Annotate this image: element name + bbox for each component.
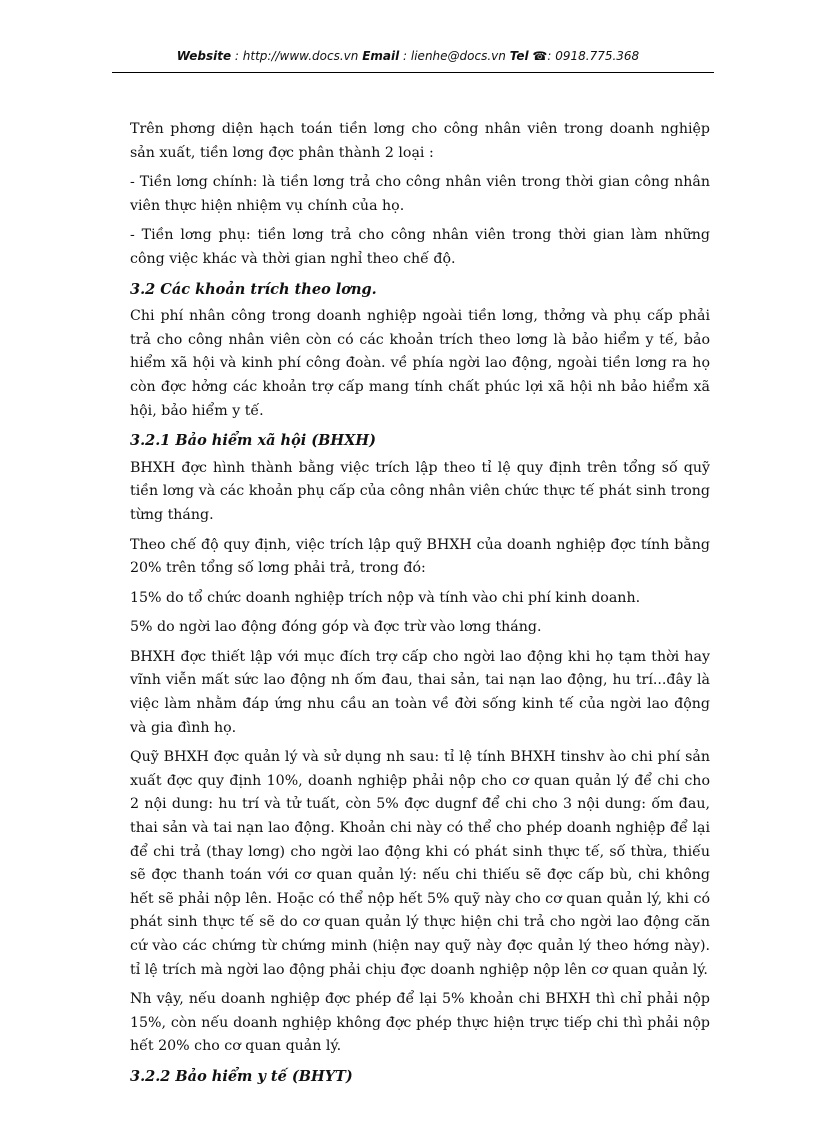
paragraph: Trên phơng diện hạch toán tiền lơng cho công nhân viên trong doanh nghiệp sản xuất, tiền lơng đợc phân thành 2 loại : — [130, 121, 710, 161]
email-value: : lienhe@docs.vn — [399, 49, 510, 63]
section-heading: 3.2.1 Bảo hiểm xã hội (BHXH) — [130, 432, 376, 450]
paragraph: BHXH đợc hình thành bằng việc trích lập theo tỉ lệ quy định trên tổng số quỹ tiền lơng và các khoản phụ cấp của công nhân viên chức thực tế phát sinh trong từng tháng. — [130, 459, 710, 523]
website-label: Website — [176, 49, 232, 63]
paragraph: - Tiền lơng chính: là tiền lơng trả cho công nhân viên trong thời gian công nhân viên thực hiện nhiệm vụ chính của họ. — [130, 174, 710, 214]
paragraph: - Tiền lơng phụ: tiền lơng trả cho công nhân viên trong thời gian làm những công việc khác và thời gian nghỉ theo chế độ. — [130, 227, 710, 267]
paragraph: Chi phí nhân công trong doanh nghiệp ngoài tiền lơng, thởng và phụ cấp phải trả cho công nhân viên còn có các khoản trích theo lơng là bảo hiểm y tế, bảo hiểm xã hội và kinh phí công đoàn. về phía ngời lao động, ngoài tiền lơng ra họ còn đợc hởng các khoản trợ cấp mang tính chất phúc lợi xã hội nh bảo hiểm xã hội, bảo hiểm y tế. — [130, 308, 710, 419]
email-label: Email — [362, 49, 400, 63]
paragraph: 15% do tổ chức doanh nghiệp trích nộp và tính vào chi phí kinh doanh. — [130, 589, 641, 606]
paragraph: BHXH đợc thiết lập với mục đích trợ cấp cho ngời lao động khi họ tạm thời hay vĩnh viễn mất sức lao động nh ốm đau, thai sản, tai nạn lao động, hu trí...đây là việc làm nhằm đáp ứng nhu cầu an toàn về đời sống kinh tế của ngời lao động và gia đình họ. — [130, 648, 710, 736]
header-divider — [112, 72, 714, 73]
website-value: : http://www.docs.vn — [231, 49, 363, 63]
page-header — [0, 49, 816, 63]
phone-icon: ☎ — [532, 49, 548, 63]
section-heading: 3.2 Các khoản trích theo lơng. — [130, 280, 377, 298]
paragraph: Nh vậy, nếu doanh nghiệp đợc phép để lại 5% khoản chi BHXH thì chỉ phải nộp 15%, còn nếu doanh nghiệp không đợc phép thực hiện trực tiếp chi thì phải nộp hết 20% cho cơ quan quản lý. — [130, 991, 710, 1055]
paragraph: 5% do ngời lao động đóng góp và đợc trừ vào lơng tháng. — [130, 619, 542, 636]
paragraph: Theo chế độ quy định, việc trích lập quỹ BHXH của doanh nghiệp đợc tính bằng 20% trên tổng số lơng phải trả, trong đó: — [130, 536, 710, 577]
document-body — [130, 118, 710, 1093]
paragraph: Quỹ BHXH đợc quản lý và sử dụng nh sau: tỉ lệ tính BHXH tinshv ào chi phí sản xuất đợc quy định 10%, doanh nghiệp phải nộp cho cơ quan quản lý để chi cho 2 nội dung: hu trí và tử tuất, còn 5% đợc dugnf để chi cho 3 nội dung: ốm đau, thai sản và tai nạn lao động. Khoản chi này có thể cho phép doanh nghiệp để lại để chi trả (thay lơng) cho ngời lao động khi có phát sinh thực tế, số thừa, thiếu sẽ đợc thanh toán với cơ quan quản lý: nếu chi thiếu sẽ đợc cấp bù, chi không hết sẽ phải nộp lên. Hoặc có thể nộp hết 5% quỹ này cho cơ quan quản lý, khi có phát sinh thực tế sẽ do cơ quan quản lý thực hiện chi trả cho ngời lao động căn cứ vào các chứng từ chứng minh (hiện nay quỹ này đợc quản lý theo hớng này). tỉ lệ trích mà ngời lao động phải chịu đợc doanh nghiệp nộp lên cơ quan quản lý. — [130, 749, 710, 978]
section-heading: 3.2.2 Bảo hiểm y tế (BHYT) — [130, 1067, 353, 1085]
tel-value: : 0918.775.368 — [547, 49, 640, 63]
tel-label: Tel — [509, 49, 529, 63]
